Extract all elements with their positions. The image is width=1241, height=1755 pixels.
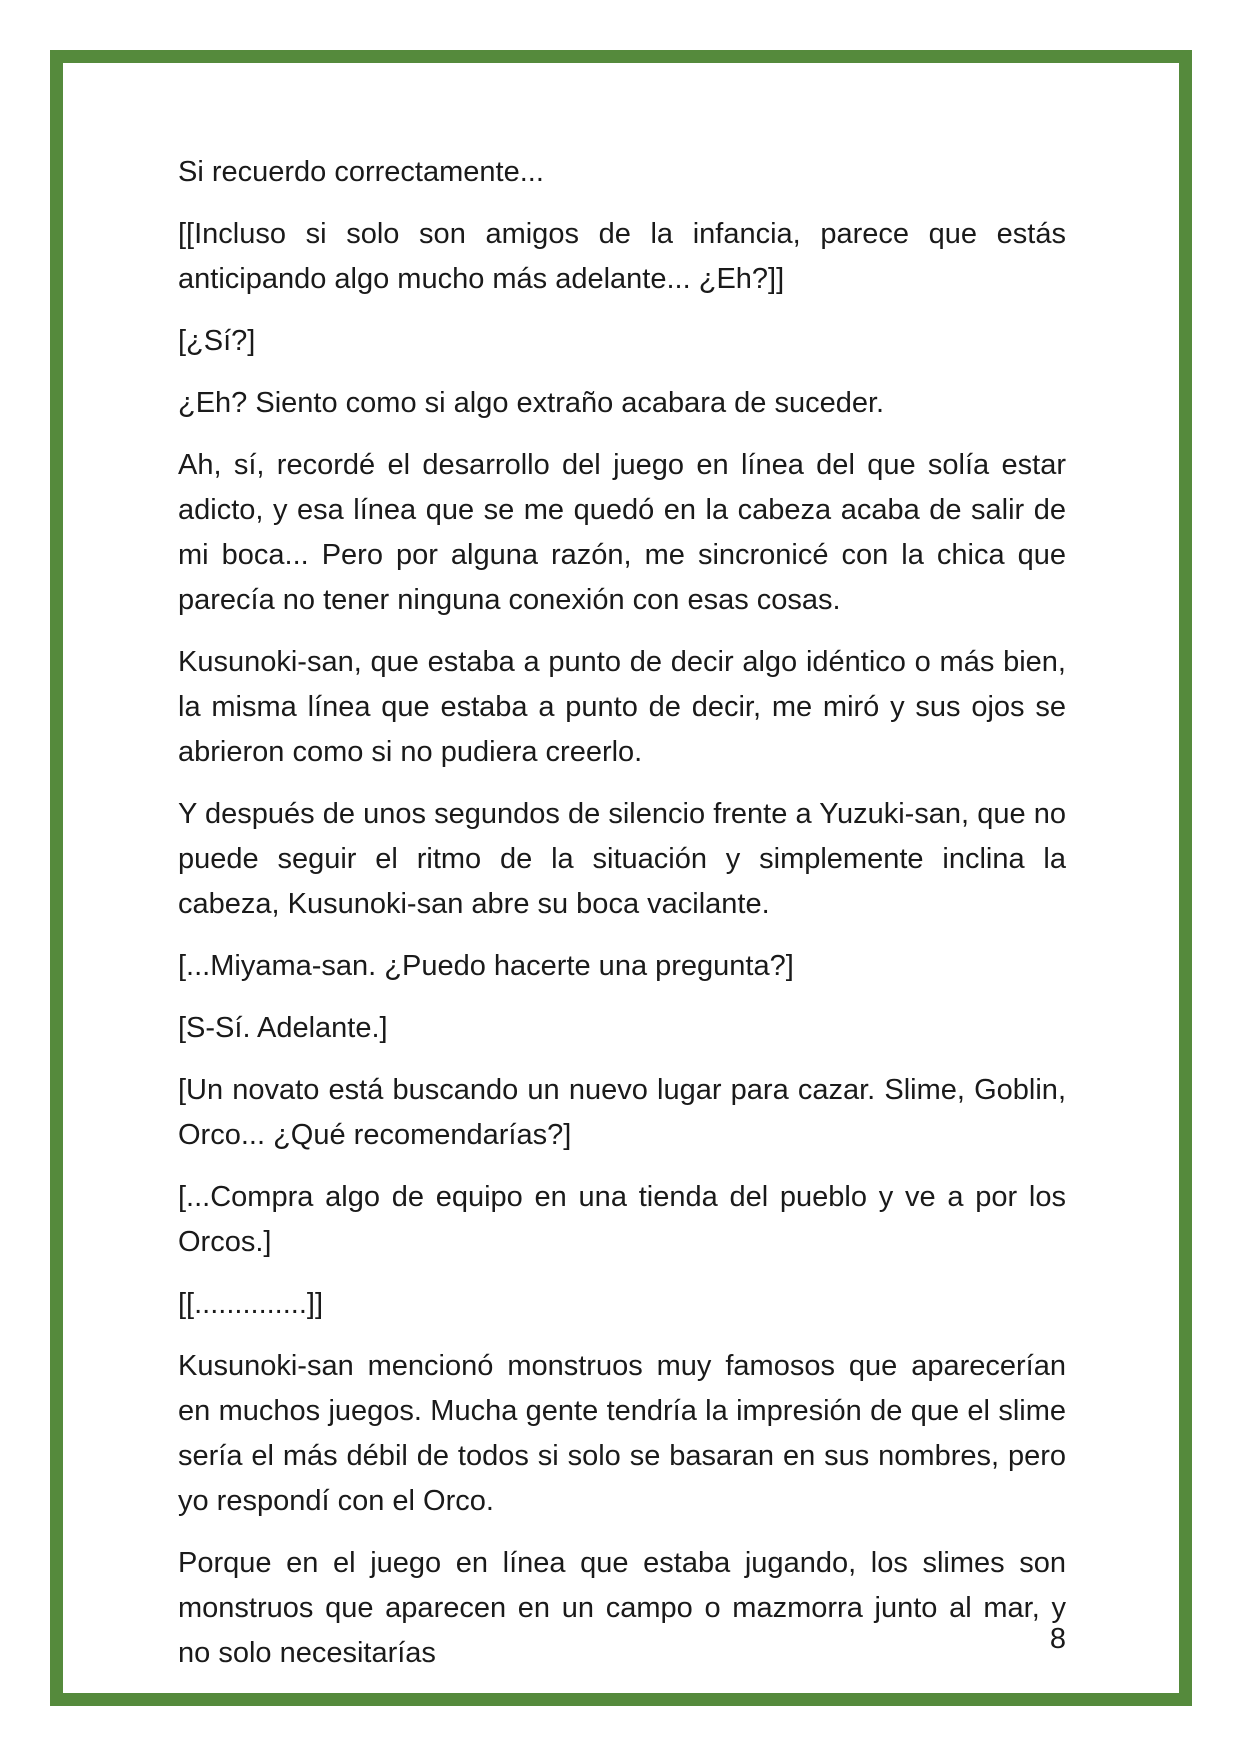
paragraph-13: Kusunoki-san mencionó monstruos muy famosos que aparecerían en muchos juegos. Mucha gente tendría la impresión de que el slime sería el más débil de todos si solo se basaran en sus nombres, pero yo respondí con el Orco. (178, 1350, 1066, 1517)
paragraph-6: Kusunoki-san, que estaba a punto de decir algo idéntico o más bien, la misma línea que estaba a punto de decir, me miró y sus ojos se abrieron como si no pudiera creerlo. (178, 646, 1066, 768)
page-body-text (178, 150, 1066, 1693)
paragraph-11: [...Compra algo de equipo en una tienda del pueblo y ve a por los Orcos.] (178, 1181, 1066, 1258)
paragraph-10: [Un novato está buscando un nuevo lugar para cazar. Slime, Goblin, Orco... ¿Qué recomendarías?] (178, 1074, 1066, 1151)
paragraph-12: [[..............]] (178, 1288, 324, 1320)
page-number: 8 (1049, 1623, 1066, 1655)
paragraph-4: ¿Eh? Siento como si algo extraño acabara de suceder. (178, 387, 885, 419)
paragraph-1: Si recuerdo correctamente... (178, 156, 544, 188)
paragraph-5: Ah, sí, recordé el desarrollo del juego en línea del que solía estar adicto, y esa línea que se me quedó en la cabeza acaba de salir de mi boca... Pero por alguna razón, me sincronicé con la chica que parecía no tener ninguna conexión con esas cosas. (178, 449, 1066, 616)
paragraph-2: [[Incluso si solo son amigos de la infancia, parece que estás anticipando algo mucho más adelante... ¿Eh?]] (178, 218, 1066, 295)
paragraph-8: [...Miyama-san. ¿Puedo hacerte una pregunta?] (178, 950, 794, 982)
paragraph-14: Porque en el juego en línea que estaba jugando, los slimes son monstruos que aparecen en un campo o mazmorra junto al mar, y no solo necesitarías (178, 1547, 1066, 1669)
paragraph-3: [¿Sí?] (178, 325, 256, 357)
paragraph-9: [S-Sí. Adelante.] (178, 1012, 388, 1044)
paragraph-7: Y después de unos segundos de silencio frente a Yuzuki-san, que no puede seguir el ritmo de la situación y simplemente inclina la cabeza, Kusunoki-san abre su boca vacilante. (178, 798, 1066, 920)
